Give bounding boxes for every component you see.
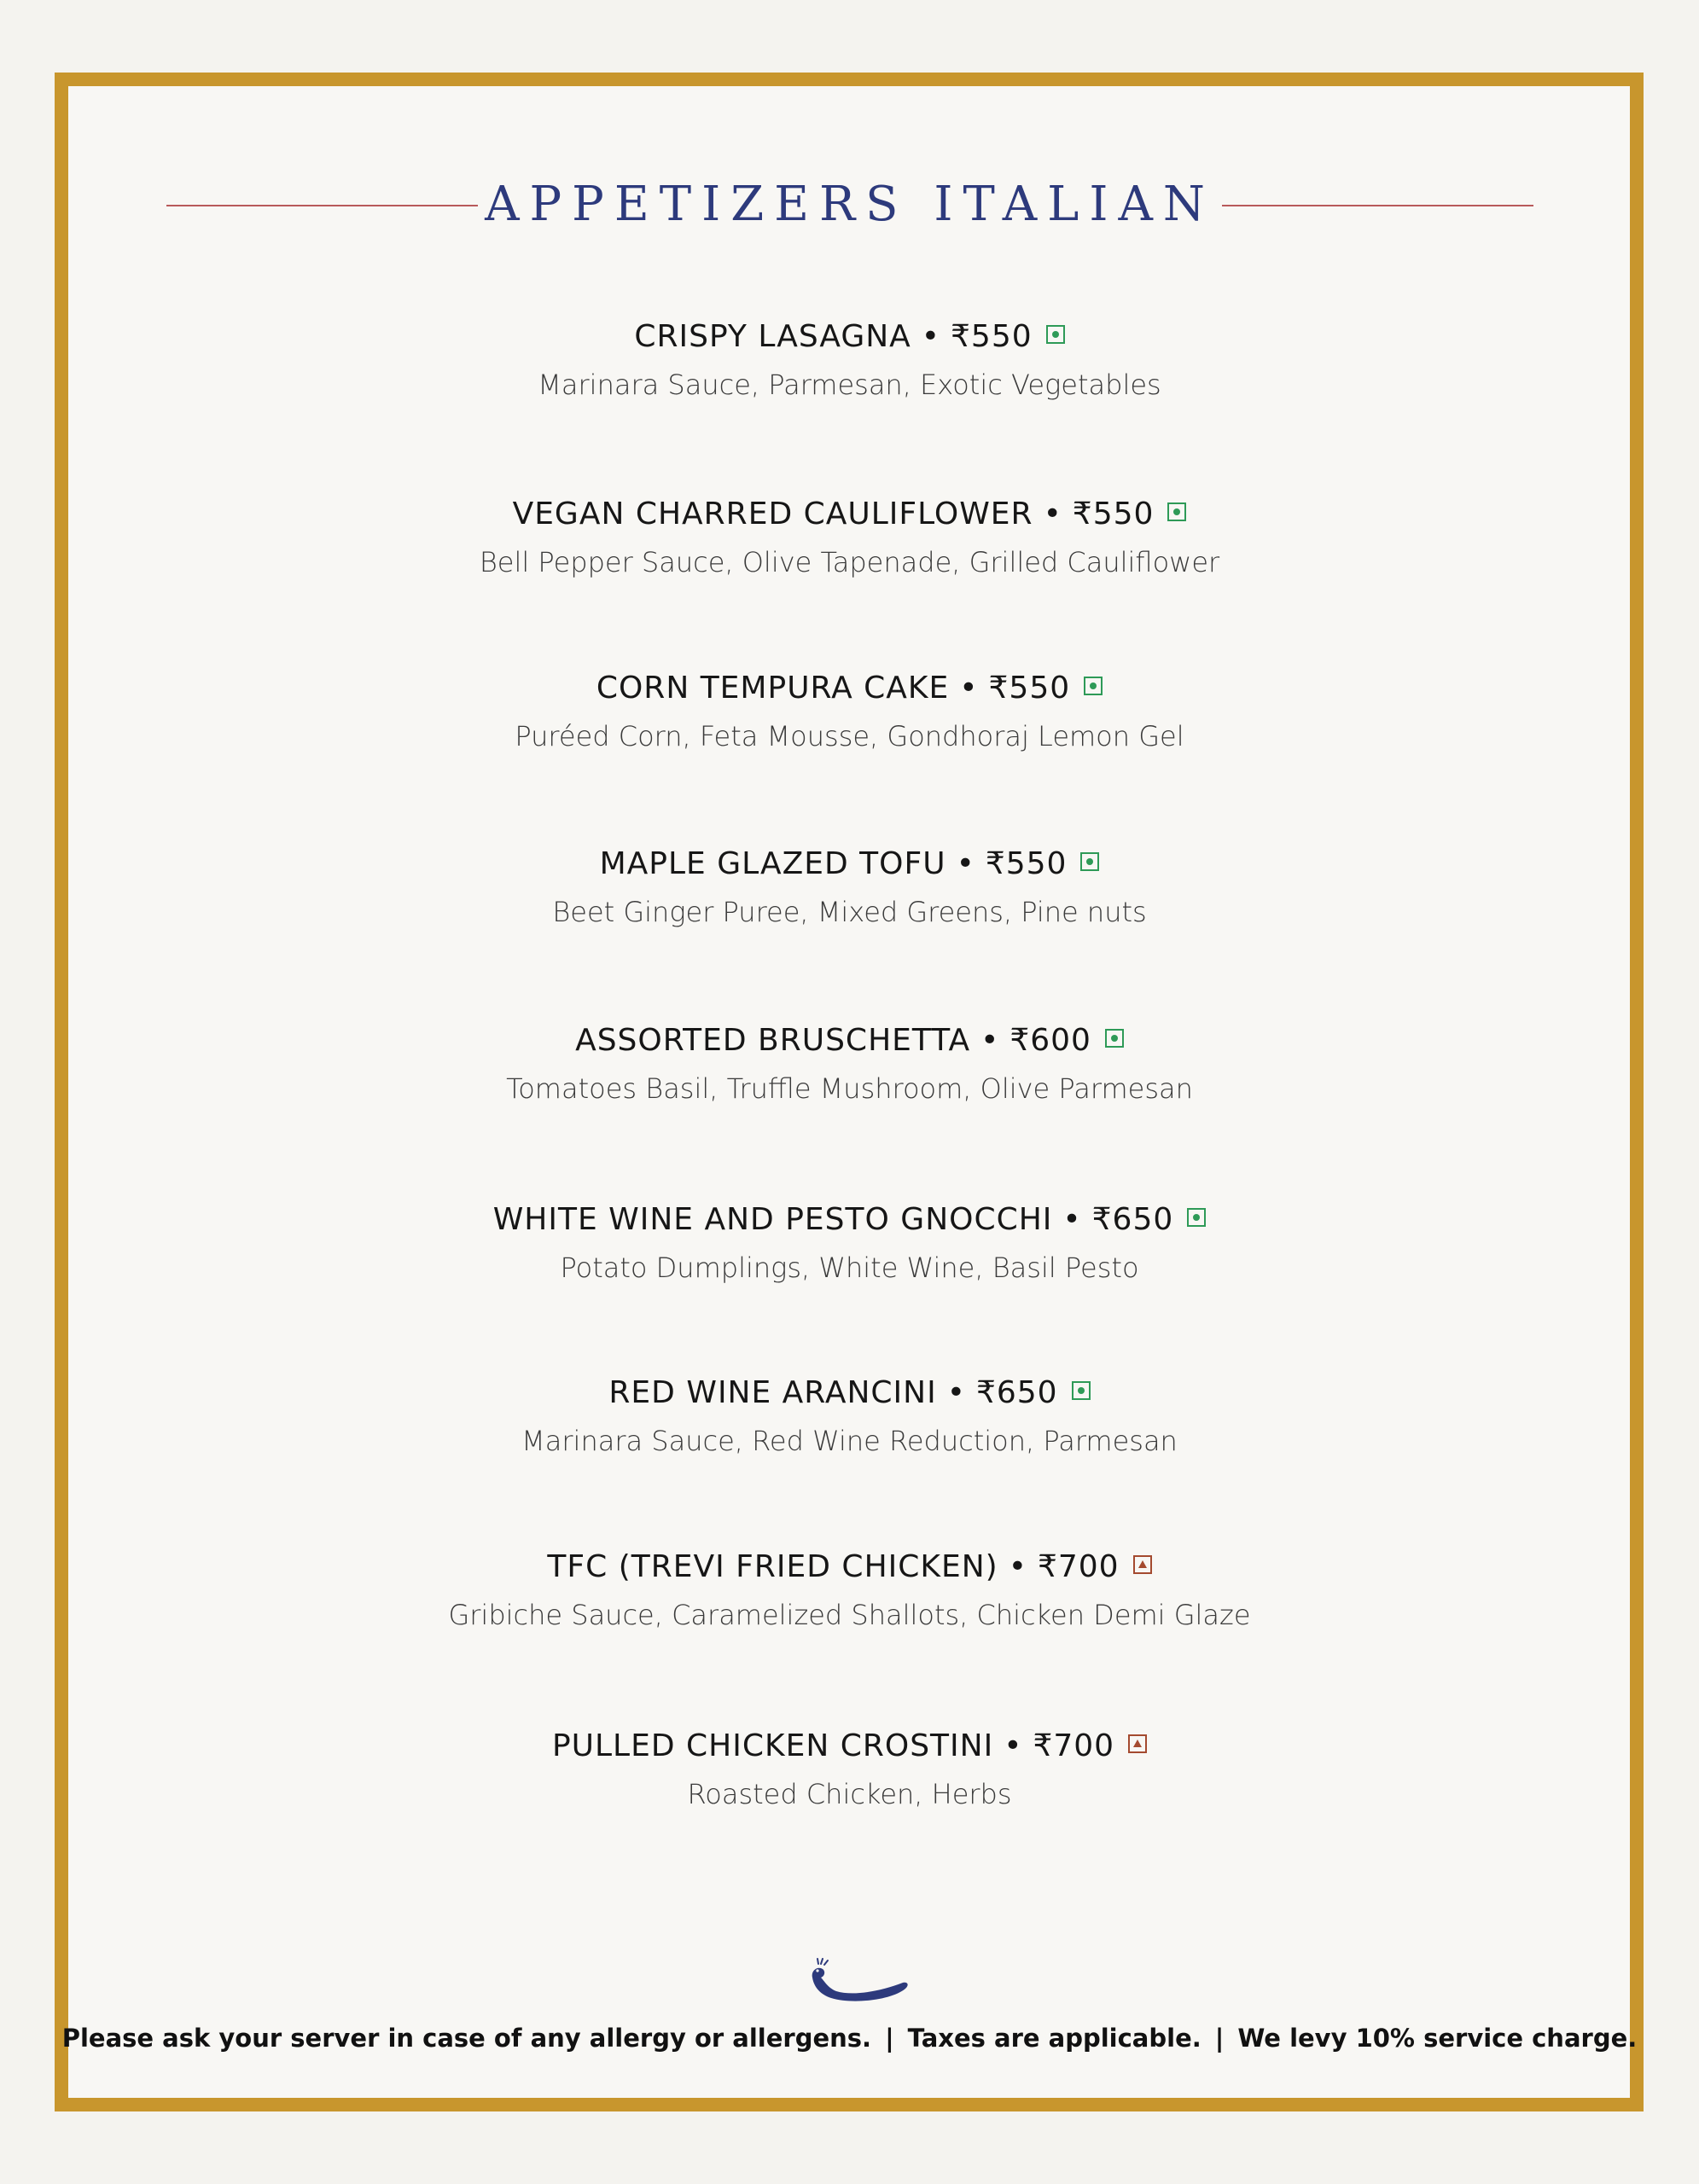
veg-indicator-icon [1105,1029,1124,1048]
menu-item-price: ₹600 [1010,1023,1091,1058]
menu-item-title [0,843,1699,886]
menu-item [0,1546,1699,1636]
menu-item [0,1725,1699,1815]
menu-item-description: Tomatoes Basil, Truffle Mushroom, Olive Parmesan [506,1072,1193,1105]
menu-item [0,1199,1699,1289]
veg-indicator-icon [1084,677,1103,695]
menu-item [0,1019,1699,1110]
service-charge-note: We levy 10% service charge. [1237,2024,1638,2053]
veg-indicator-icon [1080,852,1099,871]
menu-item-title [0,667,1699,710]
menu-item-title [0,1019,1699,1062]
menu-item [0,1372,1699,1462]
menu-item-price: ₹650 [1091,1202,1174,1237]
footer-divider: | [885,2024,894,2053]
menu-item [0,316,1699,406]
menu-item-description: Beet Ginger Puree, Mixed Greens, Pine nuts [552,896,1147,928]
menu-item-description: Bell Pepper Sauce, Olive Tapenade, Grilled Cauliflower [479,546,1220,578]
menu-item-name: RED WINE ARANCINI [608,1375,937,1410]
menu-item-title [0,493,1699,536]
allergy-note: Please ask your server in case of any allergy or allergens. [61,2024,872,2053]
menu-item [0,843,1699,933]
menu-item-title [0,1546,1699,1589]
menu-item-price: ₹550 [1072,497,1155,531]
menu-item-price: ₹650 [975,1375,1058,1410]
non-veg-indicator-icon [1133,1555,1152,1574]
menu-item-description: Puréed Corn, Feta Mousse, Gondhoraj Lemon Gel [515,720,1184,752]
menu-item-name: CORN TEMPURA CAKE [596,671,950,706]
menu-item [0,667,1699,758]
peacock-logo-icon [802,1954,913,2005]
menu-item-description: Potato Dumplings, White Wine, Basil Pesto [560,1252,1139,1284]
menu-item-description: Gribiche Sauce, Caramelized Shallots, Chicken Demi Glaze [448,1599,1251,1631]
menu-item-name: CRISPY LASAGNA [634,319,911,354]
menu-item-title [0,1199,1699,1241]
price-separator: • [946,1375,966,1410]
menu-item-description: Roasted Chicken, Herbs [687,1778,1012,1810]
non-veg-indicator-icon [1128,1734,1147,1753]
menu-item-name: MAPLE GLAZED TOFU [599,846,946,881]
price-separator: • [1004,1728,1023,1763]
price-separator: • [980,1023,1000,1058]
menu-header [0,179,1699,230]
price-separator: • [1043,497,1062,531]
price-separator: • [1008,1549,1027,1584]
price-separator: • [921,319,941,354]
veg-indicator-icon [1046,325,1065,344]
menu-item [0,493,1699,584]
menu-item-price: ₹550 [951,319,1033,354]
menu-item-price: ₹550 [985,846,1068,881]
menu-item-name: PULLED CHICKEN CROSTINI [551,1728,994,1763]
veg-indicator-icon [1072,1381,1091,1400]
footer-notes [0,2024,1699,2053]
menu-item-price: ₹550 [988,671,1071,706]
menu-item-title [0,1725,1699,1768]
veg-indicator-icon [1167,502,1186,521]
header-rule-right [1222,205,1533,206]
price-separator: • [956,846,975,881]
menu-item-name: TFC (TREVI FRIED CHICKEN) [547,1549,998,1584]
menu-item-title [0,1372,1699,1414]
menu-item-price: ₹700 [1037,1549,1120,1584]
header-rule-left [166,205,478,206]
footer-divider: | [1214,2024,1225,2053]
price-separator: • [959,671,979,706]
menu-item-description: Marinara Sauce, Parmesan, Exotic Vegetables [538,369,1161,401]
page-title: APPETIZERS ITALIAN [485,177,1215,232]
tax-note: Taxes are applicable. [907,2024,1202,2053]
price-separator: • [1062,1202,1082,1237]
menu-item-name: ASSORTED BRUSCHETTA [575,1023,971,1058]
veg-indicator-icon [1187,1208,1206,1227]
menu-item-price: ₹700 [1033,1728,1115,1763]
menu-item-name: WHITE WINE AND PESTO GNOCCHI [492,1202,1053,1237]
menu-item-title [0,316,1699,358]
menu-item-description: Marinara Sauce, Red Wine Reduction, Parmesan [521,1425,1178,1457]
menu-item-name: VEGAN CHARRED CAULIFLOWER [512,497,1033,531]
